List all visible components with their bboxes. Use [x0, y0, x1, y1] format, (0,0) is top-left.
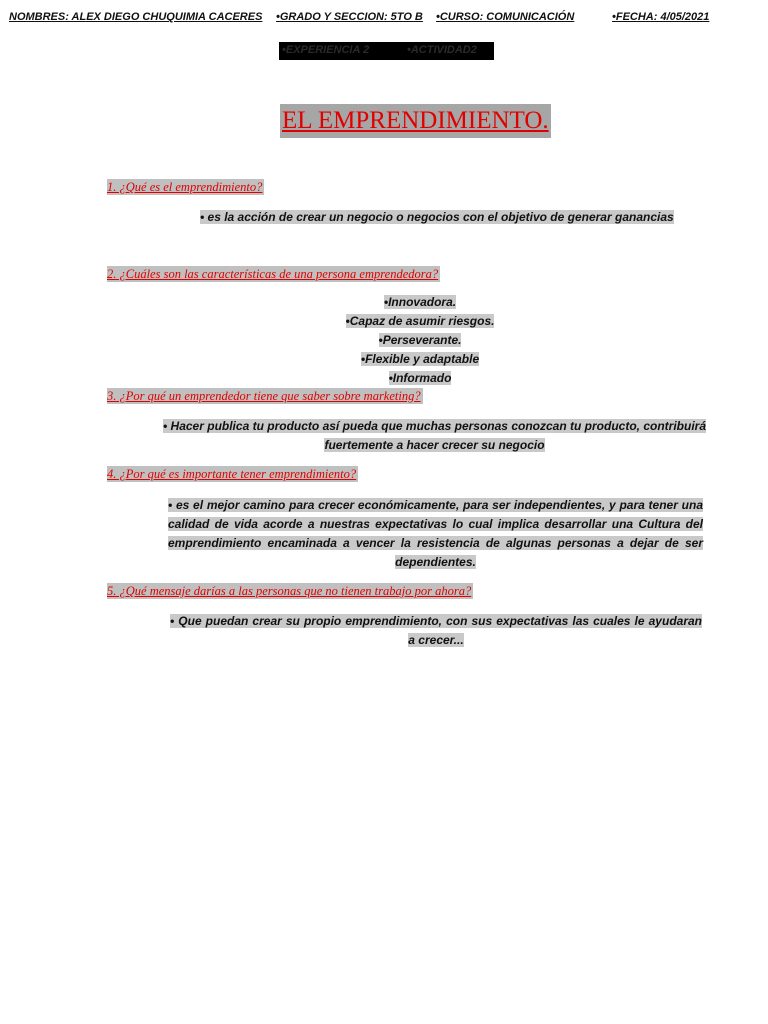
- list-item: •Flexible y adaptable: [360, 352, 480, 366]
- date: •FECHA: 4/05/2021: [612, 11, 710, 23]
- student-name: NOMBRES: ALEX DIEGO CHUQUIMIA CACERES: [9, 11, 263, 23]
- page-title: EL EMPRENDIMIENTO.: [280, 104, 551, 138]
- answer-4-text: • es el mejor camino para crecer económicamente, para ser independientes, y para tener una calidad de vida acorde a nuestras expectativas lo cual implica desarrollar una Cultura del emprendimiento encaminada a vencer la resistencia de algunas personas a dejar de ser dependientes.: [168, 498, 703, 569]
- list-item: •Perseverante.: [378, 333, 462, 347]
- answer-2-list: [300, 293, 540, 388]
- question-4: 4. ¿Por qué es importante tener emprendimiento?: [107, 467, 357, 481]
- grade-section: •GRADO Y SECCION: 5TO B: [276, 11, 423, 23]
- question-1: 1. ¿Qué es el emprendimiento?: [107, 180, 263, 194]
- list-item: •Innovadora.: [383, 295, 457, 309]
- answer-5: [170, 612, 702, 650]
- list-item: •Informado: [388, 371, 452, 385]
- answer-3-text: • Hacer publica tu producto así pueda que muchas personas conozcan tu producto, contribuirá fuertemente a hacer crecer su negocio: [163, 419, 706, 452]
- experience-label: •EXPERIENCIA 2: [282, 44, 370, 56]
- question-5: 5. ¿Qué mensaje darías a las personas que no tienen trabajo por ahora?: [107, 584, 472, 598]
- answer-3: [163, 417, 706, 455]
- question-3: 3. ¿Por qué un emprendedor tiene que saber sobre marketing?: [107, 389, 421, 403]
- course: •CURSO: COMUNICACIÓN: [436, 11, 575, 23]
- activity-label: •ACTIVIDAD2: [407, 44, 477, 56]
- answer-5-text: • Que puedan crear su propio emprendimiento, con sus expectativas las cuales le ayudaran a crecer...: [170, 614, 702, 647]
- answer-1-text: • es la acción de crear un negocio o negocios con el objetivo de generar ganancias: [200, 210, 674, 224]
- answer-4: [168, 496, 703, 572]
- activity-banner: [279, 42, 494, 60]
- list-item: •Capaz de asumir riesgos.: [345, 314, 495, 328]
- answer-1: [200, 208, 674, 227]
- question-2: 2. ¿Cuáles son las características de una persona emprendedora?: [107, 267, 439, 281]
